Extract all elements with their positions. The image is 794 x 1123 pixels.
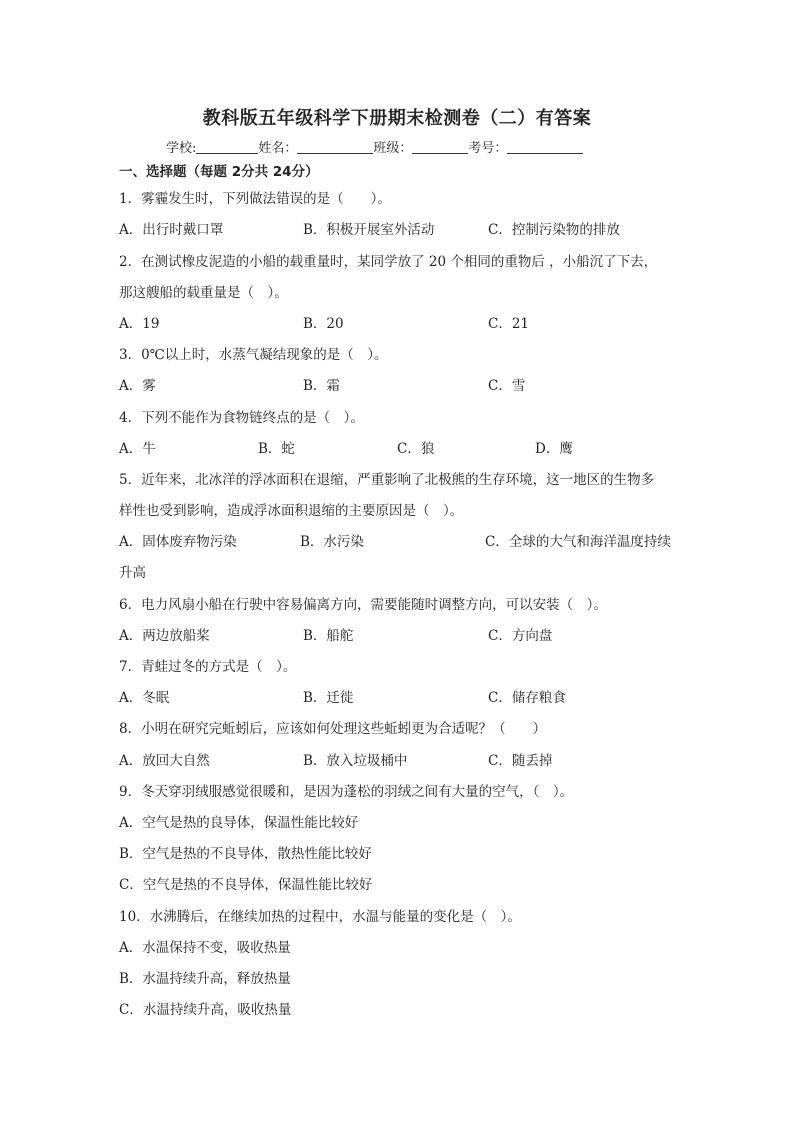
question-stem: 6．电力风扇小船在行驶中容易偏离方向，需要能随时调整方向，可以安装（ ）。 xyxy=(119,597,607,613)
option-a: A．19 xyxy=(119,316,160,332)
question-stem: 2．在测试橡皮泥造的小船的载重量时，某同学放了 20 个相同的重物后 ，小船沉了下去， xyxy=(119,254,658,270)
option-b: B．霜 xyxy=(303,378,340,394)
option-c: C．21 xyxy=(488,316,530,332)
question-stem: 1．雾霾发生时，下列做法错误的是（ ）。 xyxy=(119,191,391,207)
student-info-line xyxy=(166,137,583,156)
name-blank[interactable] xyxy=(297,141,373,154)
school-label: 学校: xyxy=(166,141,197,156)
question-stem: 10．水沸腾后，在继续加热的过程中，水温与能量的变化是（ ）。 xyxy=(119,909,521,925)
option-c: C．全球的大气和海洋温度持续 xyxy=(485,534,671,550)
question-stem: 3．0℃以上时，水蒸气凝结现象的是（ ）。 xyxy=(119,347,388,363)
class-label: 班级： xyxy=(373,141,413,156)
option-b: B．船舵 xyxy=(303,628,354,644)
option-c: C．狼 xyxy=(397,441,435,457)
option-c: C．随丢掉 xyxy=(488,753,553,769)
question-stem: 8．小明在研究完蚯蚓后，应该如何处理这些蚯蚓更为合适呢？（ ） xyxy=(119,721,547,737)
option-a: A．空气是热的良导体，保温性能比较好 xyxy=(119,815,359,831)
question-stem: 4．下列不能作为食物链终点的是（ ）。 xyxy=(119,410,364,426)
class-blank[interactable] xyxy=(412,141,468,154)
option-a: A．牛 xyxy=(119,441,156,457)
option-c: C．储存粮食 xyxy=(488,690,566,706)
school-blank[interactable] xyxy=(196,141,258,154)
option-a: A．两边放船桨 xyxy=(119,628,210,644)
option-b: B．积极开展室外活动 xyxy=(303,222,435,238)
option-a: A．出行时戴口罩 xyxy=(119,222,224,238)
option-c: C．控制污染物的排放 xyxy=(488,222,620,238)
exam-no-label: 考号： xyxy=(468,141,508,156)
option-b: B．蛇 xyxy=(258,441,295,457)
question-stem: 5．近年来，北冰洋的浮冰面积在退缩，严重影响了北极熊的生存环境，这一地区的生物多 xyxy=(119,472,655,488)
option-c: C．水温持续升高，吸收热量 xyxy=(119,1002,292,1018)
option-b: B．放入垃圾桶中 xyxy=(303,753,408,769)
exam-no-blank[interactable] xyxy=(507,141,583,154)
question-stem-cont: 那这艘船的载重量是（ ）。 xyxy=(119,285,288,301)
option-c-cont: 升高 xyxy=(119,565,146,581)
option-c: C．雪 xyxy=(488,378,526,394)
section-title: 一、选择题（每题 2分共 24分） xyxy=(119,164,319,180)
option-a: A．放回大自然 xyxy=(119,753,210,769)
option-a: A．水温保持不变，吸收热量 xyxy=(119,940,291,956)
option-b: B．水污染 xyxy=(300,534,364,550)
option-c: C．方向盘 xyxy=(488,628,553,644)
option-a: A．冬眠 xyxy=(119,690,170,706)
option-b: B．迁徙 xyxy=(303,690,354,706)
option-b: B．空气是热的不良导体，散热性能比较好 xyxy=(119,846,372,862)
question-stem-cont: 样性也受到影响，造成浮冰面积退缩的主要原因是（ ）。 xyxy=(119,503,464,519)
option-a: A．固体废弃物污染 xyxy=(119,534,237,550)
page-title: 教科版五年级科学下册期末检测卷（二）有答案 xyxy=(202,108,592,129)
option-d: D．鹰 xyxy=(535,441,573,457)
option-c: C．空气是热的不良导体，保温性能比较好 xyxy=(119,877,373,893)
question-stem: 9．冬天穿羽绒服感觉很暖和，是因为蓬松的羽绒之间有大量的空气，（ ）。 xyxy=(119,784,574,800)
option-b: B．20 xyxy=(303,316,344,332)
option-b: B．水温持续升高，释放热量 xyxy=(119,971,291,987)
option-a: A．雾 xyxy=(119,378,156,394)
name-label: 姓名： xyxy=(258,141,298,156)
question-stem: 7．青蛙过冬的方式是（ ）。 xyxy=(119,659,297,675)
